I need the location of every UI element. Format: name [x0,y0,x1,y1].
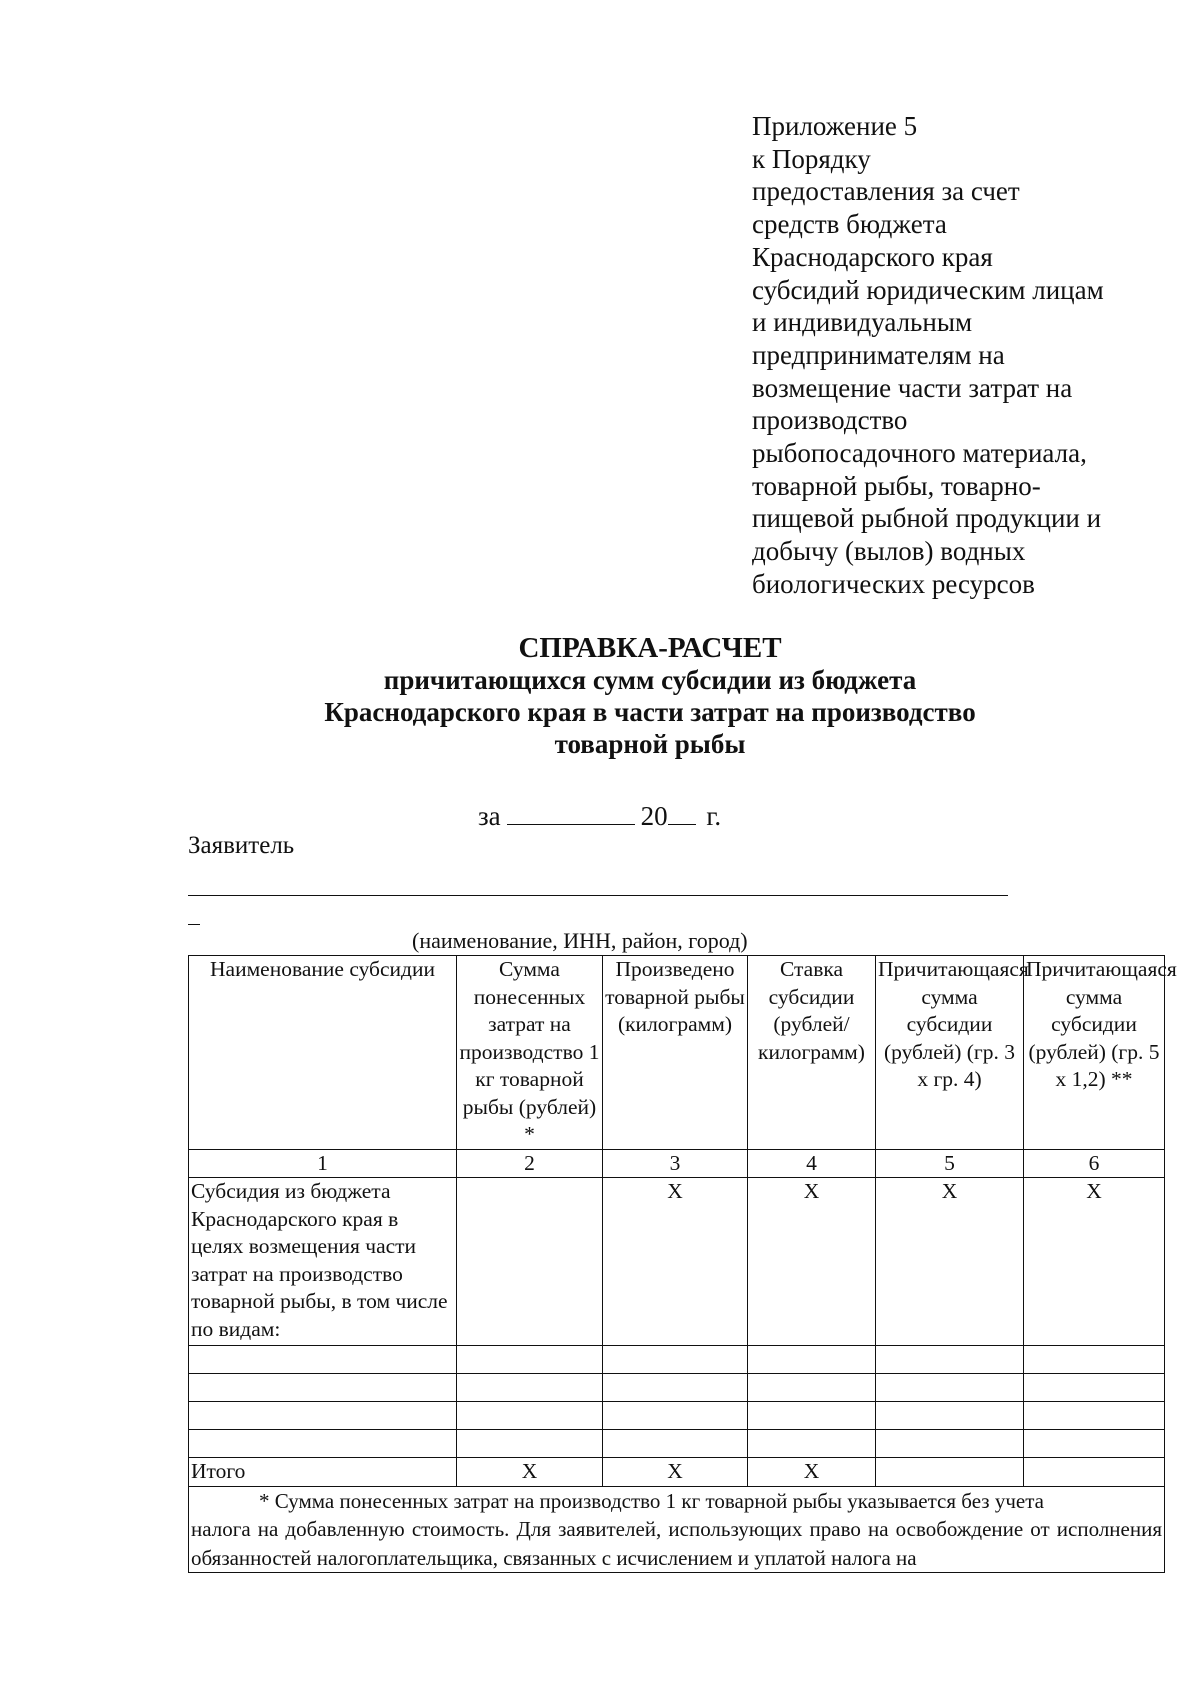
column-number: 3 [603,1149,748,1178]
subsidy-row-cell[interactable] [457,1178,603,1346]
column-number: 4 [748,1149,876,1178]
header-rate: Ставка субсидии (рублей/килограмм) [748,956,876,1150]
empty-cell[interactable] [876,1346,1024,1374]
document-title [150,632,1150,760]
header-costs: Сумма понесенных затрат на производство 1 кг товарной рыбы (рублей) * [457,956,603,1150]
total-row-cell: Х [603,1458,748,1487]
empty-cell[interactable] [189,1374,457,1402]
period-blank-field[interactable] [507,800,635,825]
empty-cell[interactable] [457,1374,603,1402]
applicant-field-line[interactable] [188,895,1008,896]
total-row-cell[interactable] [1024,1458,1165,1487]
total-row-cell: Х [457,1458,603,1487]
subsidy-row-label: Субсидия из бюджета Краснодарского края в целях возмещения части затрат на производство товарной рыбы, в том числе по видам: [189,1178,457,1346]
empty-cell[interactable] [876,1402,1024,1430]
empty-cell[interactable] [1024,1346,1165,1374]
appendix-line: предпринимателям на [752,339,1005,370]
title-line: товарной рыбы [554,729,746,759]
column-number: 2 [457,1149,603,1178]
appendix-line: к Порядку [752,143,871,174]
title-main: СПРАВКА-РАСЧЕТ [518,632,782,664]
table-header-row [189,956,1165,1150]
appendix-line: Приложение 5 [752,111,918,141]
appendix-line: биологических ресурсов [752,568,1035,599]
column-number-row [189,1149,1165,1178]
empty-cell[interactable] [748,1430,876,1458]
appendix-line: товарной рыбы, товарно- [752,470,1041,501]
appendix-line: средств бюджета [752,209,947,240]
empty-cell[interactable] [1024,1374,1165,1402]
empty-cell[interactable] [876,1374,1024,1402]
empty-cell[interactable] [603,1430,748,1458]
empty-cell[interactable] [603,1346,748,1374]
applicant-dash [188,924,200,925]
empty-cell[interactable] [1024,1402,1165,1430]
appendix-line: и индивидуальным [752,307,973,338]
footnote-cell [189,1486,1165,1573]
footnote-text: налога на добавленную стоимость. Для заявителей, использующих право на освобождение от исполнения обязанностей налогоплательщика, связанных с исчислением и уплатой налога на [191,1517,1162,1570]
total-row [189,1458,1165,1487]
period-year-prefix: 20 [640,801,668,831]
title-line: Краснодарского края в части затрат на производство [324,697,976,727]
subsidy-row-cell: Х [603,1178,748,1346]
reporting-period [478,800,721,832]
table-row [189,1402,1165,1430]
empty-cell[interactable] [189,1402,457,1430]
footnote-lead: * Сумма понесенных затрат на производство 1 кг товарной рыбы указывается без учета [259,1488,1044,1513]
subsidy-row-cell: Х [876,1178,1024,1346]
header-subsidy-name: Наименование субсидии [189,956,457,1150]
empty-cell[interactable] [748,1346,876,1374]
empty-cell[interactable] [748,1374,876,1402]
empty-cell[interactable] [876,1430,1024,1458]
empty-cell[interactable] [457,1402,603,1430]
total-row-cell: Х [748,1458,876,1487]
appendix-line: производство [752,405,908,436]
appendix-line: субсидий юридическим лицам [752,274,1104,305]
header-produced: Произведено товарной рыбы (килограмм) [603,956,748,1150]
period-year-blank[interactable] [668,800,696,825]
title-line: причитающихся сумм субсидии из бюджета [383,665,917,695]
empty-cell[interactable] [603,1374,748,1402]
appendix-block [752,110,1172,601]
header-amount-adjusted: Причитающаяся сумма субсидии (рублей) (гр. 5 х 1,2) ** [1024,956,1165,1150]
empty-cell[interactable] [189,1430,457,1458]
period-prefix: за [478,801,501,831]
table-row [189,1430,1165,1458]
applicant-caption: (наименование, ИНН, район, город) [412,928,748,953]
subsidy-row-cell: Х [748,1178,876,1346]
column-number: 6 [1024,1149,1165,1178]
appendix-line: предоставления за счет [752,176,1020,207]
appendix-line: добычу (вылов) водных [752,536,1026,567]
empty-cell[interactable] [457,1346,603,1374]
applicant-label: Заявитель [188,832,295,859]
subsidy-row-cell: Х [1024,1178,1165,1346]
table-row [189,1374,1165,1402]
appendix-line: рыбопосадочного материала, [752,438,1087,469]
empty-cell[interactable] [457,1430,603,1458]
subsidy-row [189,1178,1165,1346]
appendix-line: Краснодарского края [752,241,993,272]
empty-cell[interactable] [748,1402,876,1430]
empty-cell[interactable] [603,1402,748,1430]
total-row-label: Итого [189,1458,457,1487]
column-number: 1 [189,1149,457,1178]
empty-cell[interactable] [189,1346,457,1374]
total-row-cell[interactable] [876,1458,1024,1487]
appendix-line: возмещение части затрат на [752,372,1073,403]
empty-cell[interactable] [1024,1430,1165,1458]
appendix-line: пищевой рыбной продукции и [752,503,1102,534]
period-suffix: г. [706,801,722,831]
column-number: 5 [876,1149,1024,1178]
subsidy-calculation-table [188,955,1177,1573]
table-row [189,1346,1165,1374]
header-amount: Причитающаяся сумма субсидии (рублей) (гр. 3 х гр. 4) [876,956,1024,1150]
footnote-row [189,1486,1165,1573]
